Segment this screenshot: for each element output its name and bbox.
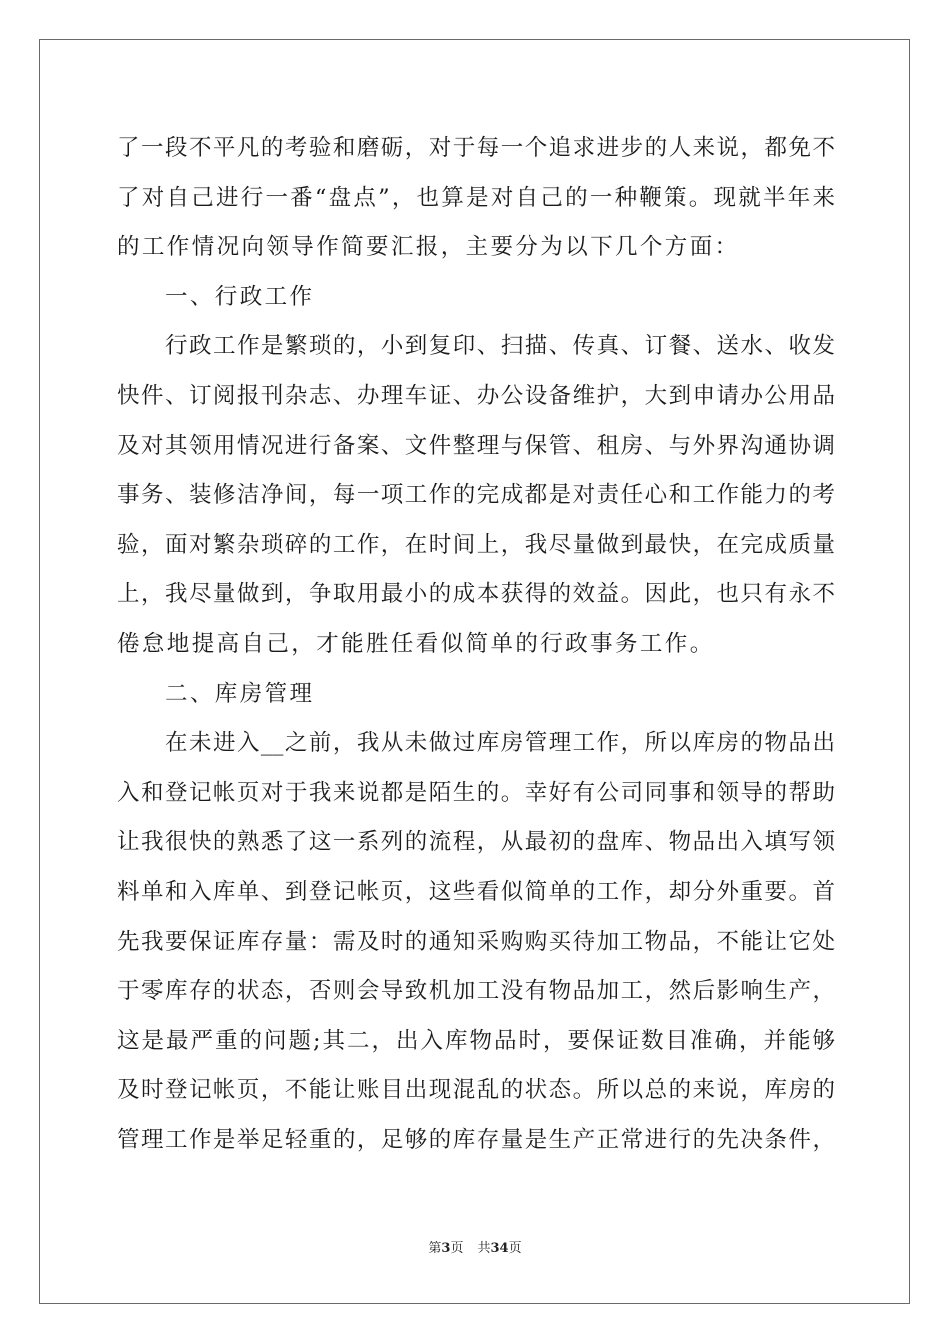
page-total: 34 (490, 1241, 509, 1256)
text-line: 事务、装修洁净间，每一项工作的完成都是对责任心和工作能力的考 (117, 482, 835, 509)
page-current: 3 (441, 1241, 451, 1256)
text-line: 及时登记帐页，不能让账目出现混乱的状态。所以总的来说，库房的 (117, 1077, 835, 1104)
text-line: 了一段不平凡的考验和磨砺，对于每一个追求进步的人来说，都免不 (117, 135, 835, 161)
text-line: 上，我尽量做到，争取用最小的成本获得的效益。因此，也只有永不 (117, 581, 835, 608)
text-line: 的工作情况向领导作简要汇报，主要分为以下几个方面： (117, 234, 740, 261)
text-line: 在未进入__之前，我从未做过库房管理工作，所以库房的物品出 (165, 730, 835, 757)
text-line: 这是最严重的问题;其二，出入库物品时，要保证数目准确，并能够 (117, 1027, 835, 1054)
text-line: 及对其领用情况进行备案、文件整理与保管、租房、与外界沟通协调 (117, 432, 835, 459)
page-prefix: 第 (428, 1241, 442, 1256)
page-suffix: 页 (450, 1241, 464, 1256)
section-heading: 一、行政工作 (165, 283, 315, 310)
text-line: 管理工作是举足轻重的，足够的库存量是生产正常进行的先决条件， (117, 1126, 835, 1153)
text-line: 料单和入库单、到登记帐页，这些看似简单的工作，却分外重要。首 (117, 878, 835, 905)
text-line: 先我要保证库存量：需及时的通知采购购买待加工物品，不能让它处 (117, 928, 835, 955)
total-suffix: 页 (508, 1241, 522, 1256)
section-heading: 二、库房管理 (165, 680, 315, 707)
text-line: 了对自己进行一番“盘点”，也算是对自己的一种鞭策。现就半年来 (117, 184, 835, 211)
text-line: 倦怠地提高自己，才能胜任看似简单的行政事务工作。 (117, 630, 715, 657)
text-line: 让我很快的熟悉了这一系列的流程，从最初的盘库、物品出入填写领 (117, 829, 835, 856)
document-body (117, 124, 835, 1165)
text-line: 快件、订阅报刊杂志、办理车证、办公设备维护，大到申请办公用品 (117, 382, 835, 409)
text-line: 入和登记帐页对于我来说都是陌生的。幸好有公司同事和领导的帮助 (117, 779, 835, 806)
page-footer (0, 1240, 950, 1258)
text-line: 验，面对繁杂琐碎的工作，在时间上，我尽量做到最快，在完成质量 (117, 531, 835, 558)
text-line: 于零库存的状态，否则会导致机加工没有物品加工，然后影响生产， (117, 978, 835, 1005)
total-prefix: 共 (477, 1241, 491, 1256)
text-line: 行政工作是繁琐的，小到复印、扫描、传真、订餐、送水、收发 (165, 333, 835, 360)
